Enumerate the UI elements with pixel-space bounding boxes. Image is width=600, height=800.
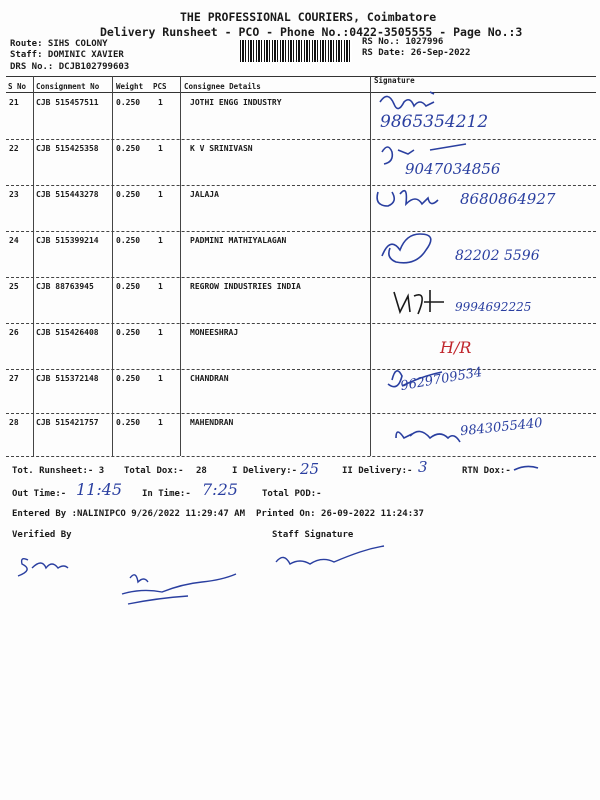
row-weight: 0.250 (116, 328, 141, 337)
row-sno: 23 (9, 190, 19, 199)
in-time-value: 7:25 (202, 480, 238, 499)
row-consignee: K V SRINIVASN (190, 144, 253, 153)
row-sno: 25 (9, 282, 19, 291)
signature-scribbles (370, 90, 600, 460)
total-dox-label: Total Dox:- (124, 466, 184, 476)
row-weight: 0.250 (116, 418, 141, 427)
row-consignment: CJB 515457511 (36, 98, 99, 107)
row-pcs: 1 (158, 98, 163, 107)
row-sno: 28 (9, 418, 19, 427)
row-weight: 0.250 (116, 144, 141, 153)
signature-phone: 82202 5596 (455, 248, 540, 264)
row-consignee: MAHENDRAN (190, 418, 234, 427)
row-pcs: 1 (158, 190, 163, 199)
total-pod-label: Total POD:- (262, 489, 322, 499)
col-signature: Signature (374, 76, 415, 85)
i-delivery-value: 25 (300, 460, 320, 478)
signature-phone: 9843055440 (459, 415, 544, 440)
out-time-label: Out Time:- (12, 489, 67, 499)
row-sno: 21 (9, 98, 19, 107)
row-consignment: CJB 88763945 (36, 282, 94, 291)
staff-label: Staff: DOMINIC XAVIER (10, 50, 124, 60)
signature-phone: 8680864927 (460, 190, 556, 208)
row-weight: 0.250 (116, 190, 141, 199)
rtn-dox-dash (512, 464, 542, 474)
row-weight: 0.250 (116, 282, 141, 291)
row-consignee: REGROW INDUSTRIES INDIA (190, 282, 301, 291)
table-top-rule (6, 76, 596, 77)
col-consignee: Consignee Details (184, 82, 261, 91)
signature-phone: 9047034856 (405, 160, 501, 178)
i-delivery-label: I Delivery:- (232, 466, 298, 476)
col-sno: S No (8, 82, 27, 91)
rs-number: RS No.: 1027996 (362, 37, 444, 47)
tot-runsheet: Tot. Runsheet:- 3 (12, 466, 105, 476)
total-dox-value: 28 (196, 466, 207, 476)
rtn-dox-label: RTN Dox:- (462, 466, 511, 476)
col-consignment: Consignment No (36, 82, 100, 91)
row-sno: 24 (9, 236, 19, 245)
row-pcs: 1 (158, 374, 163, 383)
row-consignee: JOTHI ENGG INDUSTRY (190, 98, 282, 107)
row-sno: 22 (9, 144, 19, 153)
ii-delivery-value: 3 (418, 458, 428, 476)
col-divider (112, 76, 113, 456)
col-divider (180, 76, 181, 456)
ii-delivery-label: II Delivery:- (342, 466, 413, 476)
row-pcs: 1 (158, 328, 163, 337)
row-consignment: CJB 515425358 (36, 144, 99, 153)
row-pcs: 1 (158, 418, 163, 427)
in-time-label: In Time:- (142, 489, 191, 499)
row-consignment: CJB 515443278 (36, 190, 99, 199)
row-consignee: JALAJA (190, 190, 219, 199)
staff-signature-label: Staff Signature (272, 530, 354, 540)
runsheet-subtitle: Delivery Runsheet - PCO - Phone No.:0422-3505555 - Page No.:3 (100, 25, 523, 39)
col-divider (33, 76, 34, 456)
signature-phone: 9865354212 (380, 112, 489, 132)
col-weight: Weight (116, 82, 144, 91)
row-sno: 26 (9, 328, 19, 337)
row-pcs: 1 (158, 282, 163, 291)
signature-phone: 9994692225 (455, 300, 532, 314)
row-weight: 0.250 (116, 374, 141, 383)
rs-date: RS Date: 26-Sep-2022 (362, 48, 471, 58)
row-pcs: 1 (158, 144, 163, 153)
printed-on: Printed On: 26-09-2022 11:24:37 (256, 509, 424, 519)
route-label: Route: SIHS COLONY (10, 39, 108, 49)
company-title: THE PROFESSIONAL COURIERS, Coimbatore (180, 10, 437, 24)
footer-signatures (10, 538, 410, 618)
row-consignment: CJB 515372148 (36, 374, 99, 383)
row-weight: 0.250 (116, 236, 141, 245)
row-sno: 27 (9, 374, 19, 383)
row-consignee: MONEESHRAJ (190, 328, 239, 337)
row-consignee: CHANDRAN (190, 374, 229, 383)
barcode (240, 40, 352, 62)
signature-phone: 9629709534 (399, 364, 484, 395)
drs-number: DRS No.: DCJB102799603 (10, 62, 130, 72)
row-consignee: PADMINI MATHIYALAGAN (190, 236, 287, 245)
entered-by: Entered By :NALINIPCO 9/26/2022 11:29:47 AM (12, 509, 245, 519)
signature-mark: H/R (440, 338, 472, 357)
row-pcs: 1 (158, 236, 163, 245)
verified-by-label: Verified By (12, 530, 72, 540)
row-weight: 0.250 (116, 98, 141, 107)
out-time-value: 11:45 (76, 480, 123, 499)
row-consignment: CJB 515399214 (36, 236, 99, 245)
row-consignment: CJB 515426408 (36, 328, 99, 337)
col-pcs: PCS (153, 82, 167, 91)
row-consignment: CJB 515421757 (36, 418, 99, 427)
